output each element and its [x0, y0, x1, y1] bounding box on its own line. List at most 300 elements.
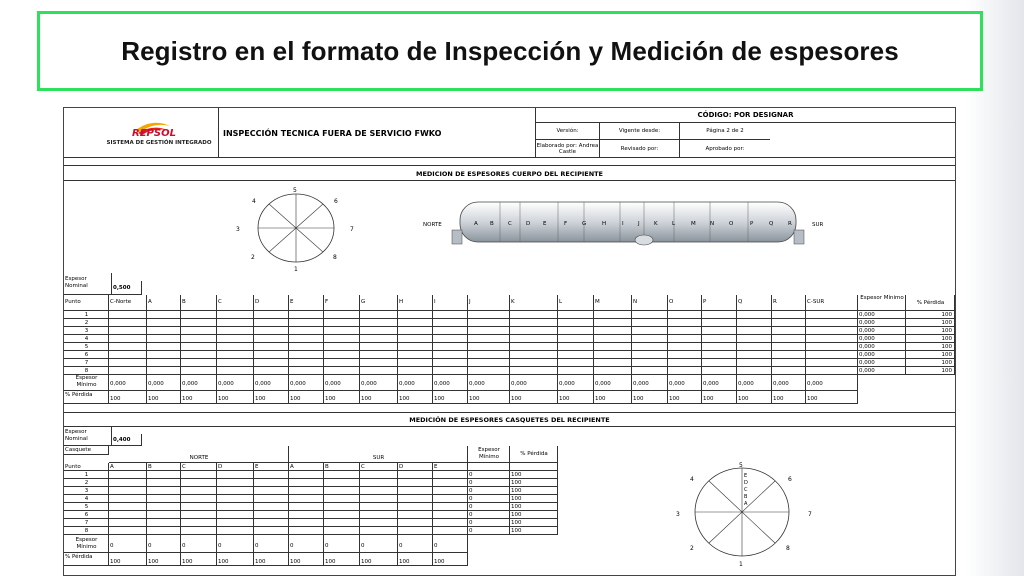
caps-loss-header: % Pérdida [510, 446, 558, 463]
body-column-header: C-SUR [806, 295, 858, 311]
caps-data-cell [109, 487, 147, 495]
caps-column-header: C [360, 463, 398, 471]
caps-row-point: 5 [64, 503, 109, 511]
body-data-cell [806, 351, 858, 359]
body-column-header: C [217, 295, 254, 311]
caps-data-cell [433, 471, 468, 479]
body-data-cell [594, 367, 632, 375]
body-row-loss: 100 [906, 351, 955, 359]
body-data-cell [468, 335, 510, 343]
caps-data-cell [360, 479, 398, 487]
caps-row-min: 0 [468, 511, 510, 519]
body-row-min: 0,000 [858, 311, 906, 319]
body-loss-value: 100 [702, 391, 737, 404]
body-data-cell [632, 351, 668, 359]
body-row-loss: 100 [906, 311, 955, 319]
page-cell: Página 2 de 2 [680, 123, 770, 140]
caps-data-cell [289, 495, 324, 503]
body-data-cell [558, 311, 594, 319]
caps-data-cell [360, 527, 398, 535]
caps-data-cell [109, 511, 147, 519]
caps-data-cell [289, 487, 324, 495]
body-min-value: 0,000 [398, 375, 433, 391]
body-data-cell [147, 327, 181, 335]
caps-row-loss: 100 [510, 479, 558, 487]
caps-circle-point: 6 [788, 476, 792, 483]
body-data-cell [181, 359, 217, 367]
body-data-cell [594, 311, 632, 319]
body-data-cell [468, 319, 510, 327]
caps-data-cell [181, 487, 217, 495]
caps-data-cell [254, 519, 289, 527]
caps-data-cell [181, 495, 217, 503]
body-loss-value: 100 [254, 391, 289, 404]
vessel-letter: E [543, 221, 547, 227]
body-data-cell [806, 311, 858, 319]
caps-data-cell [217, 511, 254, 519]
body-data-cell [398, 311, 433, 319]
body-min-value: 0,000 [360, 375, 398, 391]
body-data-cell [217, 319, 254, 327]
caps-data-cell [181, 471, 217, 479]
caps-data-cell [254, 479, 289, 487]
body-data-cell [737, 351, 772, 359]
body-data-cell [289, 327, 324, 335]
caps-data-cell [398, 479, 433, 487]
body-data-cell [324, 335, 360, 343]
caps-data-cell [181, 527, 217, 535]
caps-loss-value: 100 [109, 553, 147, 566]
body-data-cell [702, 327, 737, 335]
body-loss-value: 100 [806, 391, 858, 404]
caps-row-loss: 100 [510, 471, 558, 479]
body-data-cell [510, 351, 558, 359]
caps-column-header: B [324, 463, 360, 471]
caps-north-header: NORTE [109, 446, 289, 463]
caps-row-point: 8 [64, 527, 109, 535]
body-data-cell [433, 343, 468, 351]
body-row-loss: 100 [906, 343, 955, 351]
body-data-cell [702, 367, 737, 375]
body-data-cell [632, 319, 668, 327]
caps-circle-point: 7 [808, 511, 812, 518]
caps-column-header: B [147, 463, 181, 471]
caps-data-cell [398, 495, 433, 503]
caps-data-cell [289, 527, 324, 535]
caps-data-cell [181, 503, 217, 511]
caps-data-cell [398, 503, 433, 511]
reviewed-cell: Revisado por: [600, 140, 680, 158]
body-data-cell [806, 319, 858, 327]
caps-data-cell [254, 495, 289, 503]
body-row-min: 0,000 [858, 319, 906, 327]
vessel-letter: C [508, 221, 512, 227]
caps-row-point: 7 [64, 519, 109, 527]
body-min-value: 0,000 [433, 375, 468, 391]
body-loss-value: 100 [360, 391, 398, 404]
body-row-loss: 100 [906, 367, 955, 375]
caps-data-cell [324, 527, 360, 535]
body-row-min: 0,000 [858, 335, 906, 343]
body-row-point: 6 [64, 351, 109, 359]
caps-data-cell [109, 503, 147, 511]
body-data-cell [109, 335, 147, 343]
body-data-cell [433, 311, 468, 319]
body-data-cell [668, 367, 702, 375]
body-row-point: 2 [64, 319, 109, 327]
caps-data-cell [289, 511, 324, 519]
caps-row-min: 0 [468, 527, 510, 535]
body-row-point: 8 [64, 367, 109, 375]
caps-data-cell [360, 519, 398, 527]
version-cell: Versión: [536, 123, 600, 140]
body-data-cell [772, 327, 806, 335]
body-data-cell [632, 343, 668, 351]
body-circle-point: 7 [350, 226, 354, 233]
body-data-cell [594, 351, 632, 359]
body-data-cell [558, 359, 594, 367]
body-row-point: 5 [64, 343, 109, 351]
caps-row-loss: 100 [510, 487, 558, 495]
vessel-letter: Q [769, 221, 774, 227]
caps-data-cell [360, 487, 398, 495]
body-data-cell [594, 359, 632, 367]
vessel-drawing [448, 194, 808, 250]
document-code: CÓDIGO: POR DESIGNAR [536, 108, 955, 123]
body-data-cell [594, 319, 632, 327]
vessel-letter: M [691, 221, 696, 227]
body-data-cell [806, 359, 858, 367]
caps-nominal-value: 0,400 [112, 434, 142, 446]
body-data-cell [806, 343, 858, 351]
slide-title: Registro en el formato de Inspección y Medición de espesores [121, 35, 899, 66]
body-min-value: 0,000 [254, 375, 289, 391]
body-data-cell [147, 335, 181, 343]
caps-min-value: 0 [398, 535, 433, 553]
body-loss-value: 100 [558, 391, 594, 404]
body-data-cell [181, 351, 217, 359]
caps-data-cell [398, 511, 433, 519]
body-data-cell [702, 343, 737, 351]
body-column-header: I [433, 295, 468, 311]
caps-row-min: 0 [468, 479, 510, 487]
body-data-cell [510, 359, 558, 367]
caps-min-label: Espesor Mínimo [64, 535, 109, 553]
vessel-letter: B [490, 221, 494, 227]
body-min-value: 0,000 [702, 375, 737, 391]
body-data-cell [594, 327, 632, 335]
body-data-cell [702, 359, 737, 367]
body-loss-value: 100 [772, 391, 806, 404]
caps-row-point: 2 [64, 479, 109, 487]
caps-data-cell [147, 471, 181, 479]
caps-circle-point: 5 [739, 462, 743, 469]
form-header [64, 108, 955, 158]
caps-data-cell [109, 495, 147, 503]
caps-data-cell [217, 471, 254, 479]
caps-data-cell [217, 495, 254, 503]
body-data-cell [217, 335, 254, 343]
caps-data-cell [360, 495, 398, 503]
body-row-loss: 100 [906, 327, 955, 335]
caps-data-cell [398, 519, 433, 527]
body-loss-value: 100 [433, 391, 468, 404]
body-data-cell [109, 327, 147, 335]
caps-data-cell [324, 519, 360, 527]
body-min-value: 0,000 [510, 375, 558, 391]
body-row-point: 4 [64, 335, 109, 343]
body-data-cell [181, 343, 217, 351]
body-data-cell [398, 319, 433, 327]
body-column-header: B [181, 295, 217, 311]
caps-loss-value: 100 [181, 553, 217, 566]
caps-loss-value: 100 [360, 553, 398, 566]
body-data-cell [702, 311, 737, 319]
body-data-cell [806, 367, 858, 375]
body-data-cell [433, 335, 468, 343]
caps-data-cell [147, 495, 181, 503]
body-data-cell [702, 335, 737, 343]
valid-from-cell: Vigente desde: [600, 123, 680, 140]
body-data-cell [433, 319, 468, 327]
body-column-header: Q [737, 295, 772, 311]
body-column-header: Punto [64, 295, 109, 311]
body-column-header: K [510, 295, 558, 311]
body-data-cell [737, 335, 772, 343]
body-data-cell [289, 367, 324, 375]
casquete-label: Casquete [64, 446, 109, 455]
body-data-cell [468, 327, 510, 335]
caps-data-cell [147, 487, 181, 495]
body-row-min: 0,000 [858, 351, 906, 359]
caps-nominal-label: Espesor Nominal [64, 427, 112, 446]
body-row-point: 1 [64, 311, 109, 319]
body-row-point: 3 [64, 327, 109, 335]
body-loss-value: 100 [398, 391, 433, 404]
body-data-cell [360, 359, 398, 367]
body-circle-point: 3 [236, 226, 240, 233]
body-data-cell [360, 343, 398, 351]
body-data-cell [668, 359, 702, 367]
caps-row-point: 1 [64, 471, 109, 479]
caps-radial-letter: A [744, 501, 748, 507]
body-row-min: 0,000 [858, 367, 906, 375]
caps-data-cell [433, 479, 468, 487]
caps-min-value: 0 [289, 535, 324, 553]
body-data-cell [558, 327, 594, 335]
body-min-value: 0,000 [289, 375, 324, 391]
body-data-cell [632, 311, 668, 319]
body-data-cell [324, 359, 360, 367]
body-data-cell [289, 351, 324, 359]
caps-row-loss: 100 [510, 527, 558, 535]
caps-loss-label: % Pérdida [64, 553, 109, 566]
caps-row-point: 6 [64, 511, 109, 519]
body-data-cell [181, 319, 217, 327]
caps-data-cell [324, 511, 360, 519]
vessel-letter: K [654, 221, 658, 227]
caps-data-cell [181, 519, 217, 527]
caps-data-cell [217, 503, 254, 511]
body-data-cell [254, 327, 289, 335]
body-min-value: 0,000 [324, 375, 360, 391]
body-min-value: 0,000 [772, 375, 806, 391]
body-data-cell [254, 343, 289, 351]
caps-data-cell [254, 511, 289, 519]
body-data-cell [324, 351, 360, 359]
caps-column-header: D [217, 463, 254, 471]
caps-data-cell [324, 471, 360, 479]
body-data-cell [737, 327, 772, 335]
body-column-header: D [254, 295, 289, 311]
body-data-cell [324, 319, 360, 327]
caps-data-cell [181, 511, 217, 519]
body-data-cell [217, 327, 254, 335]
body-loss-value: 100 [737, 391, 772, 404]
caps-min-value: 0 [254, 535, 289, 553]
body-data-cell [398, 367, 433, 375]
body-data-cell [360, 335, 398, 343]
body-column-header: C-Norte [109, 295, 147, 311]
body-data-cell [737, 367, 772, 375]
approved-cell: Aprobado por: [705, 146, 745, 152]
body-row-loss: 100 [906, 319, 955, 327]
caps-data-cell [324, 503, 360, 511]
vessel-letter: D [526, 221, 531, 227]
caps-data-cell [181, 479, 217, 487]
caps-loss-value: 100 [147, 553, 181, 566]
body-data-cell [360, 351, 398, 359]
caps-loss-value: 100 [433, 553, 468, 566]
caps-data-cell [109, 527, 147, 535]
body-min-value: 0,000 [632, 375, 668, 391]
body-min-value: 0,000 [594, 375, 632, 391]
caps-row-min: 0 [468, 519, 510, 527]
caps-column-header: Punto [64, 463, 109, 471]
body-loss-value: 100 [594, 391, 632, 404]
vessel-letter: R [788, 221, 792, 227]
brand-name: REPSOL [132, 128, 176, 139]
caps-data-cell [398, 471, 433, 479]
body-data-cell [468, 343, 510, 351]
vessel-letter: A [474, 221, 478, 227]
caps-radial-letter: C [744, 487, 748, 493]
body-data-cell [181, 367, 217, 375]
body-min-value: 0,000 [468, 375, 510, 391]
body-data-cell [668, 311, 702, 319]
caps-loss-value: 100 [254, 553, 289, 566]
body-circle-point: 2 [251, 254, 255, 261]
caps-data-cell [433, 503, 468, 511]
caps-row-min: 0 [468, 495, 510, 503]
body-data-cell [433, 351, 468, 359]
slide-title-box [37, 11, 983, 91]
body-data-cell [147, 351, 181, 359]
caps-data-cell [147, 527, 181, 535]
body-row-min: 0,000 [858, 327, 906, 335]
body-data-cell [398, 335, 433, 343]
body-data-cell [398, 327, 433, 335]
body-data-cell [109, 311, 147, 319]
body-min-value: 0,000 [558, 375, 594, 391]
caps-data-cell [217, 519, 254, 527]
caps-data-cell [433, 519, 468, 527]
body-min-value: 0,000 [181, 375, 217, 391]
body-row-min: 0,000 [858, 343, 906, 351]
body-data-cell [289, 311, 324, 319]
body-data-cell [594, 343, 632, 351]
caps-circle-point: 8 [786, 545, 790, 552]
caps-data-cell [147, 519, 181, 527]
company-logo [64, 108, 219, 158]
caps-data-cell [398, 487, 433, 495]
body-data-cell [632, 367, 668, 375]
body-data-cell [217, 311, 254, 319]
body-loss-value: 100 [632, 391, 668, 404]
body-min-value: 0,000 [109, 375, 147, 391]
body-data-cell [772, 319, 806, 327]
caps-column-header: A [109, 463, 147, 471]
body-data-cell [668, 319, 702, 327]
body-column-header: % Pérdida [906, 295, 955, 311]
caps-row-loss: 100 [510, 519, 558, 527]
body-loss-value: 100 [181, 391, 217, 404]
caps-data-cell [433, 487, 468, 495]
caps-row-point: 4 [64, 495, 109, 503]
body-data-cell [632, 359, 668, 367]
caps-header-filler [468, 463, 510, 471]
body-min-value: 0,000 [217, 375, 254, 391]
caps-radial-letter: E [744, 473, 748, 479]
caps-min-value: 0 [181, 535, 217, 553]
caps-data-cell [109, 471, 147, 479]
body-data-cell [668, 327, 702, 335]
body-loss-label: % Pérdida [64, 391, 109, 404]
caps-circle-point: 3 [676, 511, 680, 518]
caps-data-cell [217, 487, 254, 495]
caps-loss-value: 100 [217, 553, 254, 566]
body-row-loss: 100 [906, 335, 955, 343]
caps-data-cell [254, 503, 289, 511]
body-column-header: G [360, 295, 398, 311]
caps-data-cell [217, 479, 254, 487]
body-row-min: 0,000 [858, 359, 906, 367]
body-data-cell [702, 319, 737, 327]
body-data-cell [147, 367, 181, 375]
body-min-value: 0,000 [147, 375, 181, 391]
caps-data-cell [360, 511, 398, 519]
caps-data-cell [324, 479, 360, 487]
body-data-cell [558, 343, 594, 351]
vessel-letter: H [602, 221, 607, 227]
body-data-cell [558, 335, 594, 343]
body-data-cell [806, 327, 858, 335]
body-data-cell [109, 359, 147, 367]
caps-loss-value: 100 [289, 553, 324, 566]
body-column-header: E [289, 295, 324, 311]
body-min-label: Espesor Mínimo [64, 375, 109, 391]
caps-min-value: 0 [433, 535, 468, 553]
system-name: SISTEMA DE GESTIÓN INTEGRADO [106, 140, 212, 146]
caps-data-cell [433, 527, 468, 535]
body-data-cell [433, 327, 468, 335]
caps-data-cell [217, 527, 254, 535]
body-loss-value: 100 [510, 391, 558, 404]
body-data-cell [109, 319, 147, 327]
body-data-cell [632, 327, 668, 335]
document-title: INSPECCIÓN TECNICA FUERA DE SERVICIO FWKO [219, 108, 536, 158]
caps-radial-letter: B [744, 494, 748, 500]
